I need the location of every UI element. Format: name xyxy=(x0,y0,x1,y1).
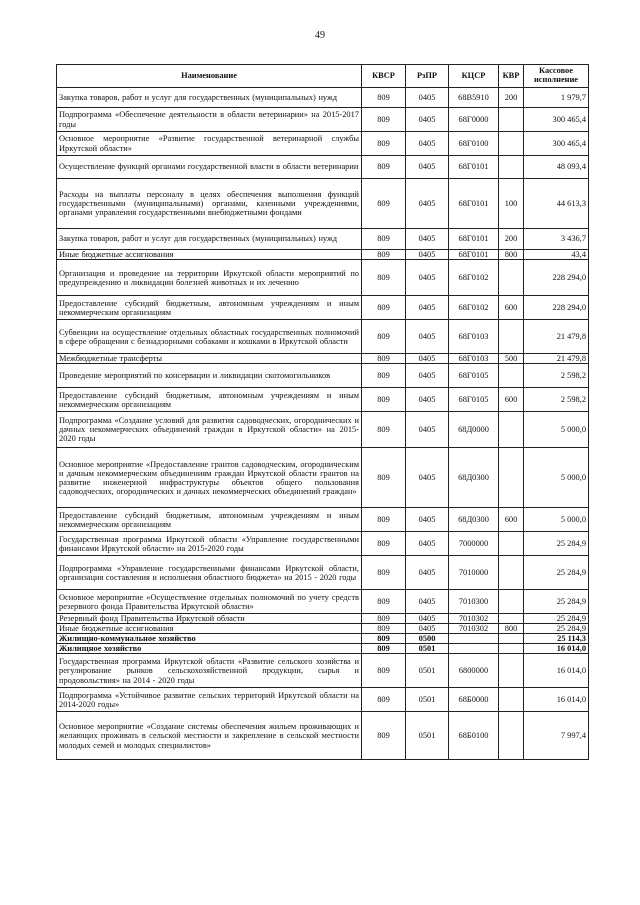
row-kvsr-cell: 809 xyxy=(362,229,406,250)
row-kvsr-cell: 809 xyxy=(362,320,406,354)
table-row xyxy=(57,448,589,508)
row-kcsr-cell: 68Г0105 xyxy=(449,364,499,388)
row-kvr-cell xyxy=(499,448,524,508)
row-rzpr-cell: 0405 xyxy=(406,590,449,614)
table-row xyxy=(57,688,589,712)
row-name-cell: Основное мероприятие «Предоставление грантов садоводческим, огородническим и дачным некоммерческим объединениям граждан Иркутской области грантов на развитие инженерной инфраструктуры объектов общего пользования садоводческих, огороднических и дачных некоммерческих объединений граждан» xyxy=(57,448,362,508)
row-rzpr-cell: 0405 xyxy=(406,108,449,132)
row-name-cell: Субвенции на осуществление отдельных областных государственных полномочий в сфере обращения с безнадзорными собаками и кошками в Иркутской области xyxy=(57,320,362,354)
row-kcsr-cell: 7010302 xyxy=(449,614,499,624)
row-kcsr-cell: 68Б0100 xyxy=(449,712,499,760)
row-sum-cell: 2 598,2 xyxy=(524,388,589,412)
row-kvr-cell: 200 xyxy=(499,88,524,108)
row-kvr-cell xyxy=(499,320,524,354)
row-kvsr-cell: 809 xyxy=(362,634,406,644)
row-rzpr-cell: 0405 xyxy=(406,388,449,412)
table-row xyxy=(57,644,589,654)
row-kcsr-cell: 7010302 xyxy=(449,624,499,634)
row-rzpr-cell: 0405 xyxy=(406,296,449,320)
row-sum-cell: 25 284,9 xyxy=(524,556,589,590)
table-row xyxy=(57,712,589,760)
row-sum-cell: 16 014,0 xyxy=(524,688,589,712)
row-name-cell: Предоставление субсидий бюджетным, автономным учреждениям и иным некоммерческим организациям xyxy=(57,296,362,320)
row-sum-cell: 48 093,4 xyxy=(524,156,589,179)
row-kvsr-cell: 809 xyxy=(362,590,406,614)
column-header-rzpr: РзПР xyxy=(406,65,449,88)
table-row xyxy=(57,532,589,556)
row-rzpr-cell: 0405 xyxy=(406,556,449,590)
table-row xyxy=(57,364,589,388)
budget-table xyxy=(56,64,589,760)
row-kvsr-cell: 809 xyxy=(362,614,406,624)
row-rzpr-cell: 0405 xyxy=(406,354,449,364)
row-sum-cell: 16 014,0 xyxy=(524,654,589,688)
row-name-cell: Организация и проведение на территории Иркутской области мероприятий по предупреждению и ликвидации болезней животных и их лечению xyxy=(57,260,362,296)
row-kcsr-cell: 68Г0100 xyxy=(449,132,499,156)
row-kcsr-cell: 7010000 xyxy=(449,556,499,590)
row-sum-cell: 25 284,9 xyxy=(524,532,589,556)
row-kcsr-cell: 7000000 xyxy=(449,532,499,556)
table-row xyxy=(57,508,589,532)
table-header-row xyxy=(57,65,589,88)
row-name-cell: Основное мероприятие «Развитие государственной ветеринарной службы Иркутской области» xyxy=(57,132,362,156)
row-kvsr-cell: 809 xyxy=(362,644,406,654)
row-rzpr-cell: 0405 xyxy=(406,156,449,179)
column-header-name: Наименование xyxy=(57,65,362,88)
row-name-cell: Основное мероприятие «Осуществление отдельных полномочий по учету средств резервного фонда Правительства Иркутской области» xyxy=(57,590,362,614)
row-sum-cell: 25 284,9 xyxy=(524,624,589,634)
row-kvr-cell: 800 xyxy=(499,250,524,260)
row-kvr-cell xyxy=(499,108,524,132)
table-row xyxy=(57,179,589,229)
row-rzpr-cell: 0405 xyxy=(406,88,449,108)
row-kvr-cell xyxy=(499,712,524,760)
table-row xyxy=(57,132,589,156)
table-row xyxy=(57,556,589,590)
row-kcsr-cell xyxy=(449,634,499,644)
row-kvr-cell xyxy=(499,644,524,654)
row-sum-cell: 44 613,3 xyxy=(524,179,589,229)
row-kvr-cell xyxy=(499,688,524,712)
row-sum-cell: 1 979,7 xyxy=(524,88,589,108)
row-sum-cell: 300 465,4 xyxy=(524,132,589,156)
row-sum-cell: 25 114,3 xyxy=(524,634,589,644)
row-rzpr-cell: 0405 xyxy=(406,132,449,156)
row-name-cell: Предоставление субсидий бюджетным, автономным учреждениям и иным некоммерческим организациям xyxy=(57,508,362,532)
row-kcsr-cell: 68Г0101 xyxy=(449,250,499,260)
row-name-cell: Иные бюджетные ассигнования xyxy=(57,624,362,634)
column-header-kvsr: КВСР xyxy=(362,65,406,88)
row-kcsr-cell: 68Г0000 xyxy=(449,108,499,132)
table-row xyxy=(57,590,589,614)
row-kcsr-cell: 68Г0101 xyxy=(449,156,499,179)
row-kvsr-cell: 809 xyxy=(362,712,406,760)
row-kvr-cell xyxy=(499,590,524,614)
row-rzpr-cell: 0405 xyxy=(406,412,449,448)
table-row xyxy=(57,229,589,250)
row-kvsr-cell: 809 xyxy=(362,624,406,634)
row-kvr-cell xyxy=(499,654,524,688)
row-name-cell: Подпрограмма «Обеспечение деятельности в области ветеринарии» на 2015-2017 годы xyxy=(57,108,362,132)
table-row xyxy=(57,624,589,634)
row-kvr-cell xyxy=(499,156,524,179)
row-sum-cell: 21 479,8 xyxy=(524,354,589,364)
row-name-cell: Подпрограмма «Управление государственными финансами Иркутской области, организация составления и исполнения областного бюджета» на 2015 - 2020 годы xyxy=(57,556,362,590)
row-kvsr-cell: 809 xyxy=(362,296,406,320)
row-rzpr-cell: 0405 xyxy=(406,508,449,532)
row-kvsr-cell: 809 xyxy=(362,354,406,364)
row-kvsr-cell: 809 xyxy=(362,508,406,532)
row-kcsr-cell: 68Г0102 xyxy=(449,260,499,296)
row-kvr-cell: 600 xyxy=(499,388,524,412)
row-kvr-cell xyxy=(499,364,524,388)
row-kcsr-cell: 68Д0300 xyxy=(449,508,499,532)
row-rzpr-cell: 0405 xyxy=(406,614,449,624)
row-name-cell: Жилищное хозяйство xyxy=(57,644,362,654)
column-header-sum: Кассовое исполнение xyxy=(524,65,589,88)
row-rzpr-cell: 0405 xyxy=(406,260,449,296)
row-sum-cell: 3 436,7 xyxy=(524,229,589,250)
row-rzpr-cell: 0405 xyxy=(406,179,449,229)
row-kcsr-cell: 68Г0102 xyxy=(449,296,499,320)
row-kcsr-cell: 6800000 xyxy=(449,654,499,688)
row-rzpr-cell: 0501 xyxy=(406,688,449,712)
page-number: 49 xyxy=(315,30,325,41)
row-rzpr-cell: 0405 xyxy=(406,624,449,634)
column-header-kvr: КВР xyxy=(499,65,524,88)
row-name-cell: Расходы на выплаты персоналу в целях обеспечения выполнения функций государственными (муниципальными) органами, казенными учреждениями, органами управления государственными внебюджетными фондами xyxy=(57,179,362,229)
row-kcsr-cell: 68Г0103 xyxy=(449,354,499,364)
row-kvsr-cell: 809 xyxy=(362,448,406,508)
row-name-cell: Резервный фонд Правительства Иркутской области xyxy=(57,614,362,624)
row-kvr-cell: 800 xyxy=(499,624,524,634)
table-row xyxy=(57,88,589,108)
row-kvr-cell xyxy=(499,614,524,624)
row-kvr-cell xyxy=(499,634,524,644)
row-kcsr-cell: 68В5910 xyxy=(449,88,499,108)
row-rzpr-cell: 0405 xyxy=(406,448,449,508)
row-kvr-cell xyxy=(499,532,524,556)
row-kvr-cell xyxy=(499,260,524,296)
row-kvsr-cell: 809 xyxy=(362,412,406,448)
row-kvsr-cell: 809 xyxy=(362,260,406,296)
row-rzpr-cell: 0405 xyxy=(406,320,449,354)
row-name-cell: Иные бюджетные ассигнования xyxy=(57,250,362,260)
row-kvr-cell xyxy=(499,132,524,156)
table-row xyxy=(57,320,589,354)
row-name-cell: Подпрограмма «Устойчивое развитие сельских территорий Иркутской области на 2014-2020 годы» xyxy=(57,688,362,712)
row-kvsr-cell: 809 xyxy=(362,250,406,260)
row-rzpr-cell: 0501 xyxy=(406,712,449,760)
row-sum-cell: 300 465,4 xyxy=(524,108,589,132)
row-kcsr-cell: 7010300 xyxy=(449,590,499,614)
row-kvsr-cell: 809 xyxy=(362,654,406,688)
table-row xyxy=(57,354,589,364)
row-name-cell: Осуществление функций органами государственной власти в области ветеринарии xyxy=(57,156,362,179)
row-kcsr-cell: 68Д0000 xyxy=(449,412,499,448)
row-kvsr-cell: 809 xyxy=(362,388,406,412)
row-sum-cell: 228 294,0 xyxy=(524,260,589,296)
row-sum-cell: 16 014,0 xyxy=(524,644,589,654)
row-kvsr-cell: 809 xyxy=(362,364,406,388)
row-sum-cell: 5 000,0 xyxy=(524,412,589,448)
row-sum-cell: 25 284,9 xyxy=(524,590,589,614)
row-kvsr-cell: 809 xyxy=(362,532,406,556)
row-rzpr-cell: 0405 xyxy=(406,364,449,388)
row-name-cell: Закупка товаров, работ и услуг для государственных (муниципальных) нужд xyxy=(57,88,362,108)
row-rzpr-cell: 0501 xyxy=(406,644,449,654)
row-kvsr-cell: 809 xyxy=(362,556,406,590)
table-row xyxy=(57,108,589,132)
row-sum-cell: 21 479,8 xyxy=(524,320,589,354)
row-kvr-cell xyxy=(499,412,524,448)
row-sum-cell: 228 294,0 xyxy=(524,296,589,320)
row-sum-cell: 5 000,0 xyxy=(524,508,589,532)
table-row xyxy=(57,412,589,448)
row-name-cell: Государственная программа Иркутской области «Управление государственными финансами Иркутской области» на 2015-2020 годы xyxy=(57,532,362,556)
table-row xyxy=(57,634,589,644)
table-row xyxy=(57,654,589,688)
row-kvsr-cell: 809 xyxy=(362,688,406,712)
table-body xyxy=(57,88,589,760)
row-kvr-cell: 500 xyxy=(499,354,524,364)
row-kvsr-cell: 809 xyxy=(362,108,406,132)
row-kvr-cell: 200 xyxy=(499,229,524,250)
row-kcsr-cell: 68Г0101 xyxy=(449,229,499,250)
row-kcsr-cell: 68Д0300 xyxy=(449,448,499,508)
row-kvsr-cell: 809 xyxy=(362,179,406,229)
row-name-cell: Жилищно-коммунальное хозяйство xyxy=(57,634,362,644)
row-sum-cell: 7 997,4 xyxy=(524,712,589,760)
row-name-cell: Предоставление субсидий бюджетным, автономным учреждениям и иным некоммерческим организациям xyxy=(57,388,362,412)
row-rzpr-cell: 0500 xyxy=(406,634,449,644)
row-kcsr-cell: 68Г0103 xyxy=(449,320,499,354)
row-name-cell: Государственная программа Иркутской области «Развитие сельского хозяйства и регулирование рынков сельскохозяйственной продукции, сырья и продовольствия» на 2014 - 2020 годы xyxy=(57,654,362,688)
row-kvr-cell: 100 xyxy=(499,179,524,229)
table-row xyxy=(57,250,589,260)
row-rzpr-cell: 0405 xyxy=(406,532,449,556)
row-kcsr-cell: 68Б0000 xyxy=(449,688,499,712)
column-header-kcsr: КЦСР xyxy=(449,65,499,88)
table-row xyxy=(57,296,589,320)
table-row xyxy=(57,156,589,179)
row-name-cell: Межбюджетные трансферты xyxy=(57,354,362,364)
table-row xyxy=(57,614,589,624)
row-name-cell: Закупка товаров, работ и услуг для государственных (муниципальных) нужд xyxy=(57,229,362,250)
row-kcsr-cell: 68Г0105 xyxy=(449,388,499,412)
row-kvr-cell: 600 xyxy=(499,508,524,532)
table-row xyxy=(57,260,589,296)
row-kvsr-cell: 809 xyxy=(362,132,406,156)
table-row xyxy=(57,388,589,412)
row-kcsr-cell: 68Г0101 xyxy=(449,179,499,229)
row-kvsr-cell: 809 xyxy=(362,156,406,179)
row-kvr-cell: 600 xyxy=(499,296,524,320)
row-rzpr-cell: 0405 xyxy=(406,229,449,250)
row-name-cell: Подпрограмма «Создание условий для развития садоводческих, огороднических и дачных некоммерческих объединений граждан в Иркутской области» на 2015-2020 годы xyxy=(57,412,362,448)
row-kvr-cell xyxy=(499,556,524,590)
row-rzpr-cell: 0405 xyxy=(406,250,449,260)
row-sum-cell: 25 284,9 xyxy=(524,614,589,624)
row-kvsr-cell: 809 xyxy=(362,88,406,108)
row-name-cell: Проведение мероприятий по консервации и ликвидации скотомогильников xyxy=(57,364,362,388)
row-sum-cell: 5 000,0 xyxy=(524,448,589,508)
row-sum-cell: 2 598,2 xyxy=(524,364,589,388)
row-name-cell: Основное мероприятие «Создание системы обеспечения жильем проживающих и желающих проживать в сельской местности и закрепление в сельской местности молодых семей и молодых специалистов» xyxy=(57,712,362,760)
row-sum-cell: 43,4 xyxy=(524,250,589,260)
row-kcsr-cell xyxy=(449,644,499,654)
row-rzpr-cell: 0501 xyxy=(406,654,449,688)
